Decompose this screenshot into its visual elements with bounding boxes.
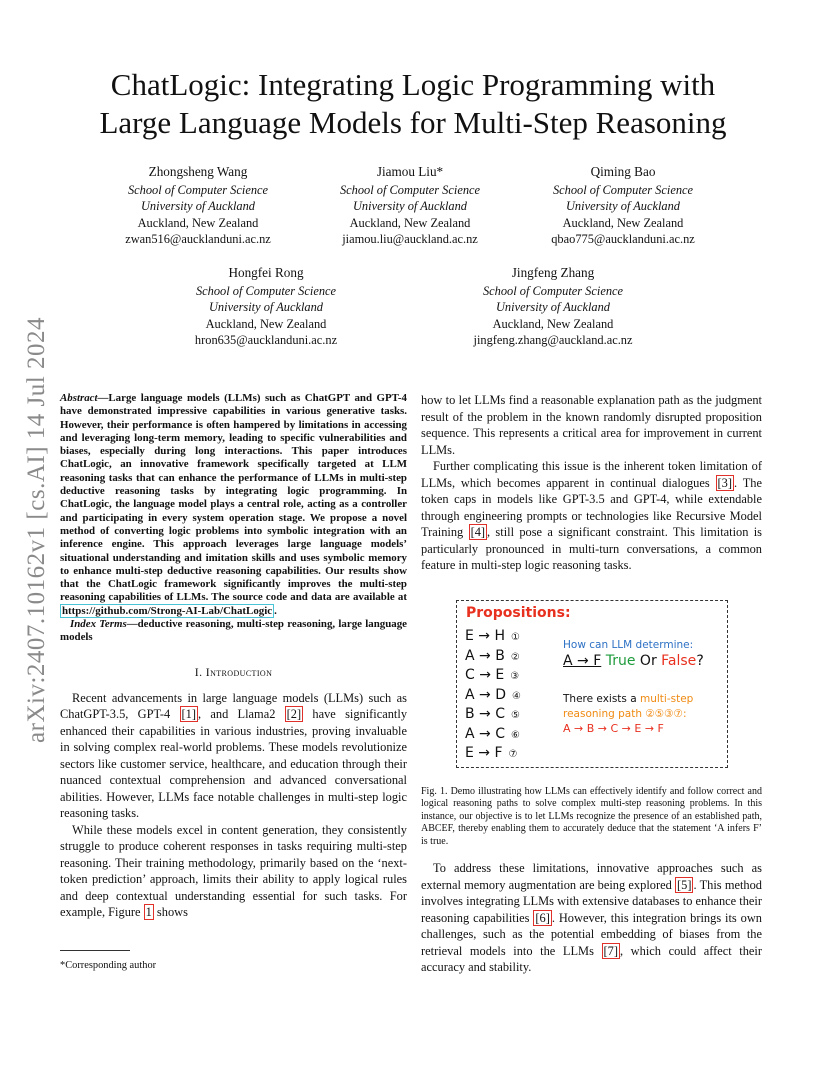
author-block (513, 164, 733, 248)
true-label: True (605, 653, 636, 669)
author-block (156, 265, 376, 349)
figure-1-caption: Fig. 1. Demo illustrating how LLMs can effectively identify and follow correct and logical reasoning paths to solve complex multi-step reasoning problems. In this instance, our objective is to let LLMs recognize the presence of an established path, ABCEF, thereby enabling them to accurately deduce that the statement ‘A infers F’ is true. (421, 786, 762, 847)
proposition-text: A → B (465, 647, 505, 664)
section-heading-introduction: I. Introduction (194, 664, 273, 679)
text-run: shows (153, 905, 188, 920)
abstract-lead: Abstract (60, 392, 98, 404)
question-mark: ? (696, 653, 704, 669)
author-name: Jiamou Liu* (376, 164, 444, 179)
proposition-text: A → D (465, 686, 506, 703)
proposition-text: E → F (465, 745, 503, 761)
right-paragraph-1: how to let LLMs find a reasonable explanation path as the judgment result of the problem in the known randomly disrupted proposition sequence. This represents a critical area for improvement in current LLMs. (421, 393, 762, 457)
right-paragraph-2 (421, 458, 762, 574)
text-run: have significantly enhanced their capabilities in various industries, proving invaluable in solving complex real-world problems. These models revolutionize sectors like customer service, healthcare, and education through their nuanced contextual comprehension and advanced conversational abilities. However, LLMs face notable challenges in multi-step logic reasoning tasks. (60, 707, 408, 821)
propositions-title: Propositions: (466, 605, 571, 621)
arxiv-identifier-text: arXiv:2407.10162v1 [cs.AI] 14 Jul 2024 (23, 317, 50, 743)
text-run: To address these limitations, innovative approaches such as external memory augmentation are being explored (421, 861, 762, 892)
source-code-link[interactable]: https://github.com/Strong-AI-Lab/ChatLogic (62, 604, 273, 617)
author-block (88, 164, 308, 248)
author-uni: University of Auckland (352, 199, 467, 214)
author-dept: School of Computer Science (127, 182, 269, 197)
propositions-list (465, 627, 521, 764)
figure-1 (456, 600, 728, 768)
proposition-text: A → C (465, 725, 505, 742)
right-column-lower (421, 860, 762, 976)
proposition-text: E → H (465, 628, 506, 644)
index-terms (60, 618, 407, 645)
author-email[interactable]: zwan516@aucklanduni.ac.nz (125, 232, 271, 247)
author-location: Auckland, New Zealand (349, 215, 471, 230)
figure-link[interactable]: 1 (145, 905, 152, 920)
author-uni: University of Auckland (495, 300, 610, 315)
proposition (465, 686, 521, 706)
index-terms-text: —deductive reasoning, multi-step reasoning, large language models (60, 618, 407, 644)
reasoning-path-label: reasoning path ②⑤③⑦: (563, 708, 687, 720)
question-prompt: How can LLM determine: (563, 639, 694, 651)
answer-highlight: multi-step (640, 693, 694, 705)
proposition-number: ③ (510, 671, 520, 682)
text-run: . This method involves integrating LLMs with extensive databases to enhance their reasoning capabilities (421, 877, 762, 925)
author-name: Hongfei Rong (228, 265, 304, 280)
proposition-number: ② (510, 651, 520, 663)
author-dept: School of Computer Science (552, 182, 694, 197)
proposition (465, 666, 521, 686)
citation-link[interactable]: [7] (603, 943, 618, 958)
question-statement (563, 653, 704, 669)
author-location: Auckland, New Zealand (137, 215, 259, 230)
author-email[interactable]: jingfeng.zhang@auckland.ac.nz (473, 333, 633, 348)
proposition-number: ⑤ (511, 710, 520, 721)
proposition (465, 627, 521, 647)
author-uni: University of Auckland (208, 300, 323, 315)
text-run: . However, this integration brings its own challenges, such as the potential embedding of biases from the retrieval models into the LLMs (421, 910, 762, 958)
author-name: Zhongsheng Wang (148, 164, 248, 179)
right-column (421, 392, 762, 574)
paper-title (60, 66, 766, 142)
author-dept: School of Computer Science (195, 283, 337, 298)
arxiv-identifier (22, 300, 52, 760)
answer-prefix: There exists a (563, 693, 640, 705)
proposition (465, 744, 521, 764)
citation-link[interactable]: [2] (286, 707, 302, 722)
proposition-text: C → E (465, 667, 505, 683)
abstract-text: —Large language models (LLMs) such as ChatGPT and GPT-4 have demonstrated impressive capabilities in various generative tasks. However, their performance is often hampered by limitations in accessing and leveraging long-term memory, leading to specific vulnerabilities and biases, especially during long interactions. This paper introduces ChatLogic, an innovative framework specifically targeted at LLM reasoning tasks that can enhance the performance of LLMs in multi-step deductive reasoning tasks by integrating logic programming. In ChatLogic, the language model plays a central role, acting as a controller and participating in every system operation stage. We propose a novel method of converting logic problems into symbolic integration with an inference engine. This approach leverages large language models’ situational understanding and imitation skills and uses symbolic memory to enhance multi-step deductive reasoning capabilities. Our results show that the ChatLogic framework significantly improves the multi-step reasoning capabilities of LLMs. The source code and data are available at (60, 392, 407, 604)
author-dept: School of Computer Science (482, 283, 624, 298)
text-run: . The token caps in models like GPT-3.5 and GPT-4, while extendable through engineering prompts or technologies like Recursive Model Training (421, 475, 762, 539)
citation-link[interactable]: [6] (535, 910, 550, 925)
author-location: Auckland, New Zealand (205, 316, 327, 331)
footnote-divider (60, 950, 130, 951)
proposition-text: B → C (465, 706, 506, 722)
text-run: , still pose a significant constraint. This limitation is particularly pronounced in multi-turn conversations, a common feature in multi-step logic reasoning tasks. (421, 525, 763, 572)
text-run: , which could affect their accuracy and stability. (421, 943, 762, 974)
proposition-number: ⑥ (510, 729, 520, 741)
citation-link[interactable]: [5] (677, 877, 692, 892)
paper-title-line1: ChatLogic: Integrating Logic Programming with (110, 67, 716, 102)
author-location: Auckland, New Zealand (562, 215, 684, 230)
text-run: Recent advancements in large language models (LLMs) such as ChatGPT-3.5, GPT-4 (60, 690, 407, 722)
paper-title-line2: Large Language Models for Multi-Step Reasoning (99, 105, 727, 140)
statement-text: A → F (563, 653, 602, 669)
text-run: , and Llama2 (198, 707, 285, 722)
proposition-number: ④ (512, 690, 521, 702)
false-label: False (661, 653, 697, 669)
or-label: Or (639, 653, 657, 669)
author-email[interactable]: qbao775@aucklanduni.ac.nz (551, 232, 695, 247)
abstract-end: . (274, 604, 277, 617)
author-location: Auckland, New Zealand (492, 316, 614, 331)
answer-line (563, 693, 693, 705)
author-uni: University of Auckland (140, 199, 255, 214)
text-run: Further complicating this issue is the inherent token limitation of LLMs, which becomes apparent in continual dialogues (421, 459, 762, 490)
author-uni: University of Auckland (565, 199, 680, 214)
author-block (443, 265, 663, 349)
text-run: While these models excel in content generation, they consistently struggle to produce coherent responses in tasks requiring multi-step reasoning. Their training methodology, primarily based on the ‘next-token prediction’ approach, limits their ability to apply logical rules and deep contextual understanding essential for such tasks. For example, Figure (60, 822, 407, 920)
footnote: *Corresponding author (60, 960, 157, 971)
proposition-number: ⑦ (508, 749, 518, 760)
author-block (300, 164, 520, 248)
left-column (60, 392, 407, 921)
intro-paragraph-2 (60, 822, 407, 921)
right-paragraph-3 (421, 860, 762, 976)
proposition (465, 647, 521, 667)
proposition (465, 705, 521, 725)
reasoning-path: A → B → C → E → F (563, 722, 664, 735)
citation-link[interactable]: [3] (717, 475, 732, 490)
author-name: Jingfeng Zhang (511, 265, 595, 280)
author-email[interactable]: hron635@aucklanduni.ac.nz (194, 333, 338, 348)
proposition (465, 725, 521, 745)
index-terms-lead: Index Terms (70, 618, 127, 631)
proposition-number: ① (511, 632, 520, 643)
citation-link[interactable]: [4] (470, 525, 486, 539)
author-dept: School of Computer Science (339, 182, 481, 197)
author-email[interactable]: jiamou.liu@auckland.ac.nz (342, 232, 478, 247)
author-name: Qiming Bao (590, 164, 656, 179)
intro-paragraph-1 (60, 690, 407, 822)
abstract (60, 392, 407, 618)
citation-link[interactable]: [1] (181, 707, 196, 722)
